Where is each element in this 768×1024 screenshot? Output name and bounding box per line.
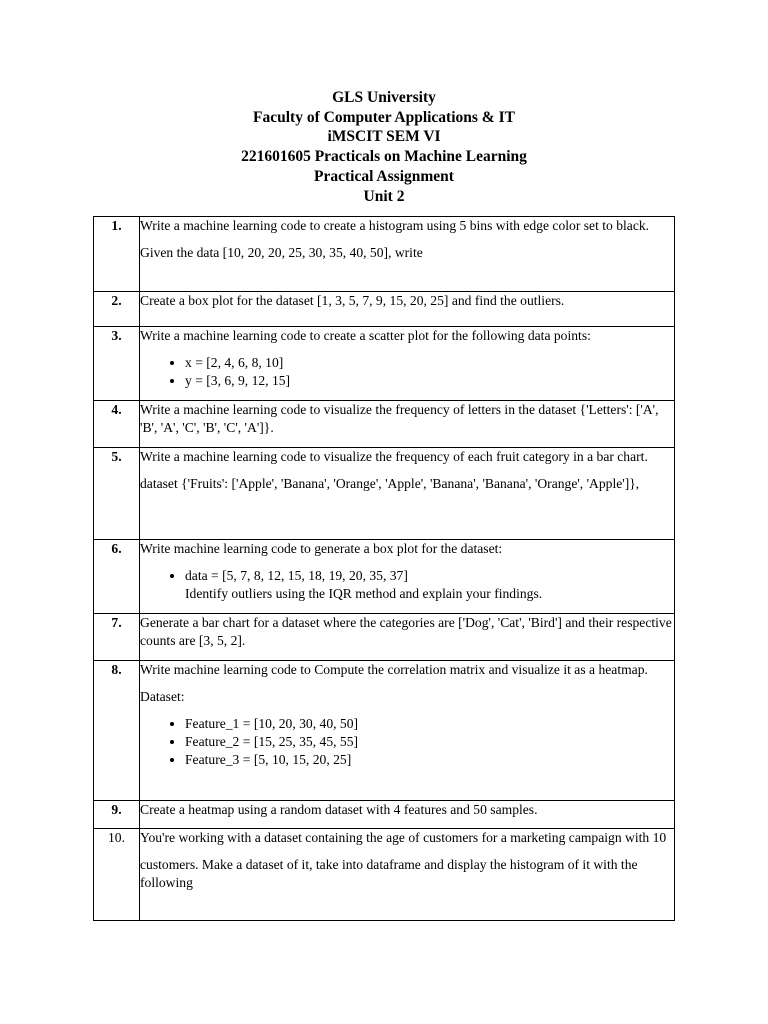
questions-table [93,216,675,921]
course-title: 221601605 Practicals on Machine Learning [241,148,527,166]
question-number: 4. [94,401,140,448]
list-item: • Feature_1 = [10, 20, 30, 40, 50] [185,715,674,733]
list-item-text: data = [5, 7, 8, 12, 15, 18, 19, 20, 35, 37] [185,568,408,583]
list-item: • x = [2, 4, 6, 8, 10] [185,354,674,372]
list-item [185,567,674,603]
university-name: GLS University [332,89,436,106]
question-row [94,829,675,921]
question-text [140,217,675,292]
faculty-name: Faculty of Computer Applications & IT [253,108,515,126]
list-item: • Feature_2 = [15, 25, 35, 45, 55] [185,733,674,751]
question-text [140,327,675,401]
question-row [94,448,675,540]
question-number: 6. [94,540,140,614]
bullet-list [140,354,674,390]
question-text [140,829,675,921]
question-paragraph: Given the data [10, 20, 20, 25, 30, 35, 40, 50], write [140,245,423,260]
question-row [94,217,675,292]
question-paragraph: Write machine learning code to generate a box plot for the dataset: [140,541,503,556]
bullet-list [140,715,674,769]
question-paragraph: dataset {'Fruits': ['Apple', 'Banana', 'Orange', 'Apple', 'Banana', 'Banana', 'Orange', 'Apple']}, [140,476,640,491]
question-number: 2. [94,292,140,327]
question-row [94,540,675,614]
document-header [0,88,768,206]
question-paragraph: You're working with a dataset containing the age of customers for a marketing campaign with 10 [140,830,667,845]
bullet-list [140,567,674,603]
question-number: 9. [94,801,140,829]
question-paragraph: Create a heatmap using a random dataset with 4 features and 50 samples. [140,802,538,817]
question-text [140,661,675,801]
list-item: • y = [3, 6, 9, 12, 15] [185,372,674,390]
question-row [94,401,675,448]
question-row [94,327,675,401]
question-text [140,614,675,661]
question-row [94,661,675,801]
question-paragraph: Dataset: [140,689,185,704]
list-item: • Feature_3 = [5, 10, 15, 20, 25] [185,751,674,769]
question-row [94,292,675,327]
question-number: 1. [94,217,140,292]
question-number: 7. [94,614,140,661]
question-paragraph: Write a machine learning code to visualize the frequency of letters in the dataset {'Letters': ['A', 'B', 'A', 'C', 'B', 'C', 'A']}. [140,402,659,435]
unit-title: Unit 2 [363,187,405,205]
question-paragraph: Write a machine learning code to create a scatter plot for the following data points: [140,328,591,343]
question-paragraph: Write a machine learning code to visualize the frequency of each fruit category in a bar chart. [140,449,648,464]
question-number: 3. [94,327,140,401]
question-number: 8. [94,661,140,801]
question-paragraph: Write a machine learning code to create a histogram using 5 bins with edge color set to black. [140,218,650,233]
question-text [140,448,675,540]
question-number: 10. [94,829,140,921]
question-paragraph: Write machine learning code to Compute the correlation matrix and visualize it as a heatmap. [140,662,648,677]
question-text [140,292,675,327]
question-paragraph: customers. Make a dataset of it, take into dataframe and display the histogram of it with the following [140,857,638,890]
question-paragraph: Create a box plot for the dataset [1, 3, 5, 7, 9, 15, 20, 25] and find the outliers. [140,293,565,308]
question-text [140,540,675,614]
question-row [94,801,675,829]
question-paragraph: Generate a bar chart for a dataset where the categories are ['Dog', 'Cat', 'Bird'] and their respective counts are [3, 5, 2]. [140,615,672,648]
question-text [140,401,675,448]
program-semester: iMSCIT SEM VI [327,128,441,146]
question-row [94,614,675,661]
assignment-title: Practical Assignment [314,167,454,185]
question-text [140,801,675,829]
list-item-note: Identify outliers using the IQR method and explain your findings. [185,586,543,601]
question-number: 5. [94,448,140,540]
